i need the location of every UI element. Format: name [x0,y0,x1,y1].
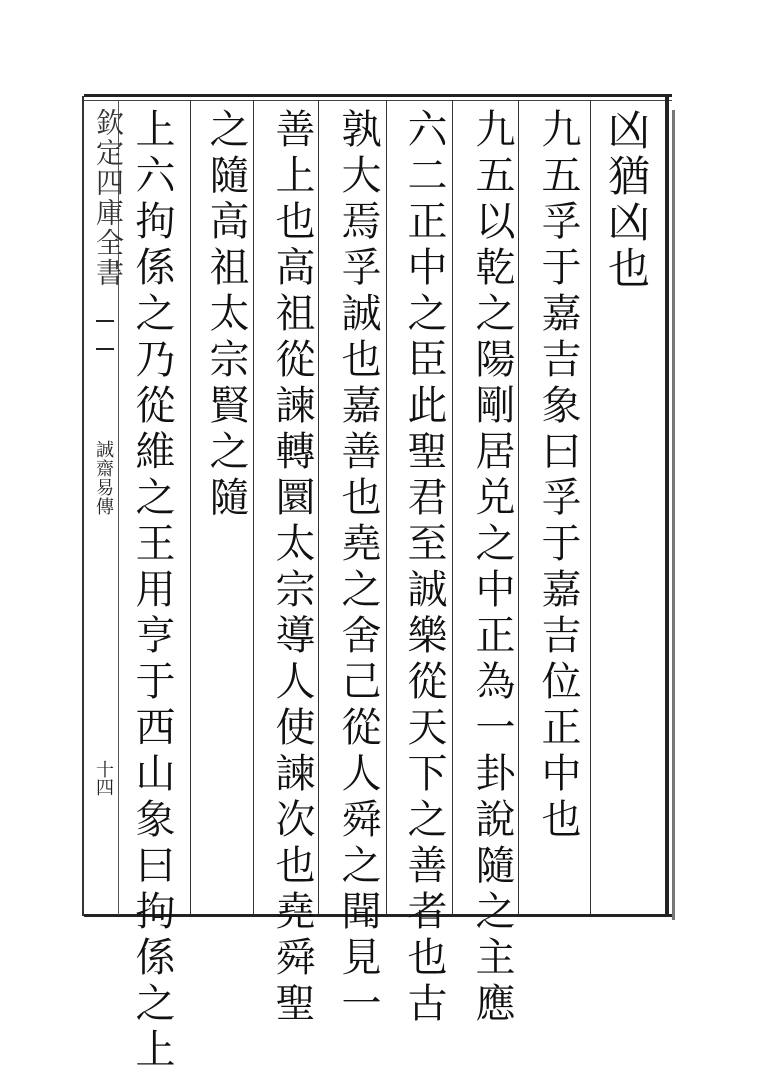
column-rule [318,100,319,914]
text-column-4: 六二正中之臣此聖君至誠樂從天下之善者也古 [401,108,447,1028]
text-column-3: 九五以乾之陽剛居兑之中正為一卦說隨之主應 [469,108,515,1028]
column-rule [253,100,254,914]
fishtail-ornament [96,320,114,350]
frame-right-shadow [672,110,675,920]
text-column-2: 九五孚于嘉吉象曰孚于嘉吉位正中也 [535,108,581,844]
margin-collection-title: 欽定四庫全書 [92,108,125,288]
frame-left-border [82,96,84,916]
text-column-7: 之隨高祖太宗賢之隨 [203,108,249,522]
text-column-6: 善上也高祖從諫轉圜太宗導人使諫次也堯舜聖 [269,108,315,1028]
margin-book-title: 誠齋易傳 [93,440,114,516]
text-column-5: 孰大焉孚誠也嘉善也堯之舍己從人舜之聞見一 [335,108,381,1028]
text-column-1: 凶猶凶也 [602,108,651,292]
frame-top-inner-border [84,100,672,101]
column-rule [452,100,453,914]
column-rule [590,100,591,914]
frame-right-border [665,96,669,916]
margin-page-number: 十四 [93,760,114,796]
column-rule [518,100,519,914]
text-column-8: 上六拘係之乃從維之王用亨于西山象曰拘係之上 [129,108,175,1074]
column-rule [386,100,387,914]
frame-top-border [84,94,672,97]
column-rule [190,100,191,914]
